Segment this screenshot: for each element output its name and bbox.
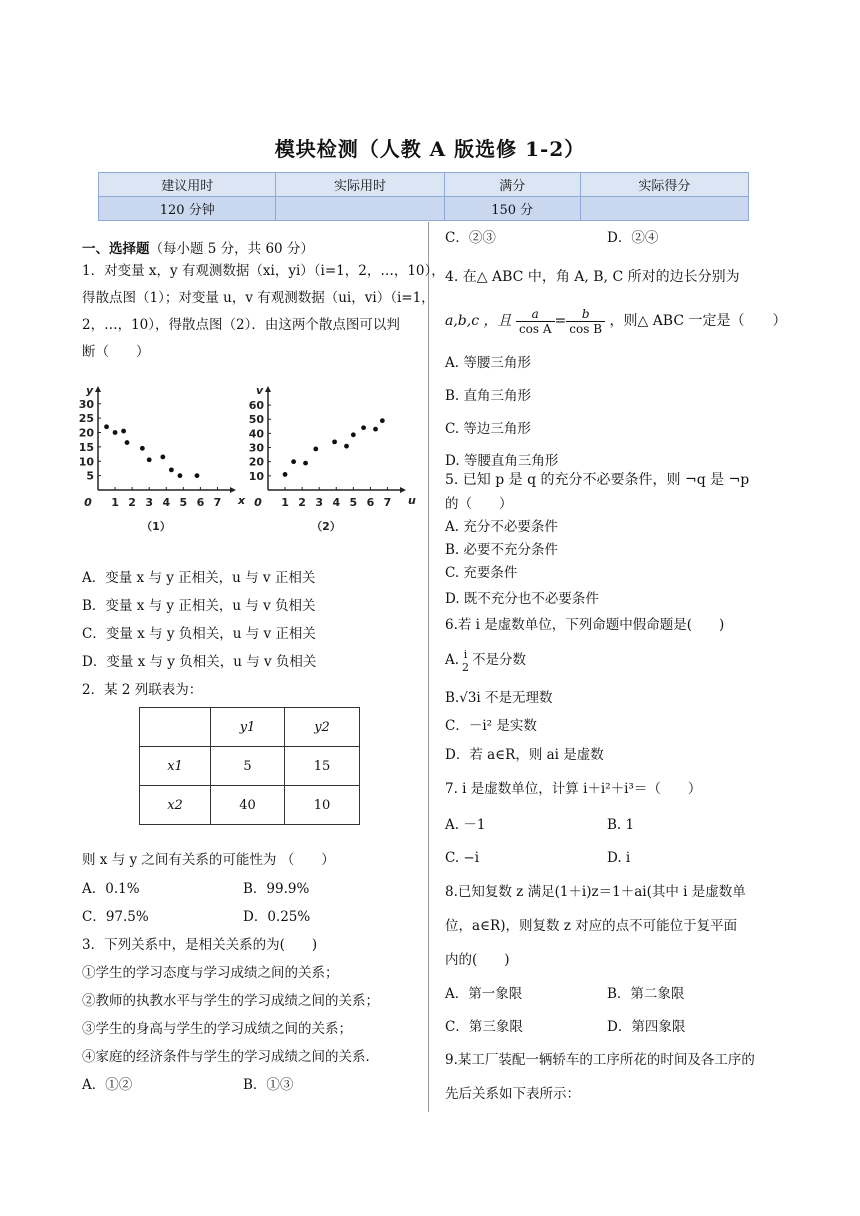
data-point xyxy=(195,473,200,478)
data-point xyxy=(125,440,130,445)
ct-cell: 5 xyxy=(211,747,285,786)
q4-line2 xyxy=(445,301,787,341)
y-tick-label: 5 xyxy=(86,469,94,483)
q7-stem: 7. i 是虚数单位，计算 i＋i²＋i³＝（ ） xyxy=(445,781,702,797)
q6-option-d: D．若 a∈R，则 ai 是虚数 xyxy=(445,747,604,763)
q6-option-c: C．－i² 是实数 xyxy=(445,718,537,734)
q4-option: B. 直角三角形 xyxy=(445,388,532,404)
y-axis-label: v xyxy=(256,384,264,397)
x-tick-label: 3 xyxy=(315,496,324,509)
scatter-plot-1 xyxy=(79,384,246,533)
y-tick-label: 30 xyxy=(248,441,264,455)
q5-option: D. 既不充分也不必要条件 xyxy=(445,591,599,607)
q4-line1: 4. 在△ ABC 中，角 A, B, C 所对的边长分别为 xyxy=(445,269,740,285)
frac-den: cos B xyxy=(569,321,603,336)
info-header: 满分 xyxy=(444,173,580,197)
q7-option-d: D. i xyxy=(607,850,631,866)
q3-item: ②教师的执教水平与学生的学习成绩之间的关系； xyxy=(82,993,379,1009)
x-tick-label: 3 xyxy=(145,496,154,509)
q8-option-c: C．第三象限 xyxy=(445,1019,523,1035)
q6-fraction xyxy=(459,648,472,674)
x-tick-label: 7 xyxy=(383,496,392,509)
y-axis-arrow xyxy=(265,386,271,392)
y-tick-label: 30 xyxy=(78,397,94,411)
ct-cell xyxy=(140,708,211,747)
ct-cell: y1 xyxy=(211,708,285,747)
q2-option-c: C．97.5% xyxy=(82,909,149,925)
scatter-figures xyxy=(70,382,416,542)
x-tick-label: 5 xyxy=(349,496,358,509)
q8-option-d: D．第四象限 xyxy=(607,1019,686,1035)
frac-num: b xyxy=(566,307,605,322)
x-tick-label: 2 xyxy=(128,496,136,509)
q9-line: 先后关系如下表所示： xyxy=(445,1086,580,1102)
q5-option: B. 必要不充分条件 xyxy=(445,542,559,558)
q4-equals: = xyxy=(554,313,567,329)
data-point xyxy=(283,472,288,477)
q3-stem: 3．下列关系中，是相关关系的为( ) xyxy=(82,937,318,953)
section-title: 一、选择题 xyxy=(82,241,150,257)
data-point xyxy=(291,459,296,464)
data-point xyxy=(140,446,145,451)
q4-vars: a,b,c ，且 xyxy=(445,313,512,329)
data-point xyxy=(147,457,152,462)
info-value: 120 分钟 xyxy=(99,197,276,221)
page-title: 模块检测（人教 A 版选修 1-2） xyxy=(274,137,586,161)
q4-option: C. 等边三角形 xyxy=(445,421,531,437)
y-tick-label: 10 xyxy=(248,469,264,483)
q8-option-a: A．第一象限 xyxy=(445,986,523,1002)
section-heading xyxy=(82,240,314,258)
x-tick-label: 6 xyxy=(366,496,375,509)
data-point xyxy=(303,461,308,466)
q3-option-d: D．②④ xyxy=(607,230,659,246)
data-point xyxy=(380,418,385,423)
data-point xyxy=(178,473,183,478)
ct-cell: x1 xyxy=(140,747,211,786)
x-axis-arrow xyxy=(400,487,406,493)
info-header: 实际得分 xyxy=(580,173,748,197)
q1-line: 断（ ） xyxy=(82,344,150,360)
ct-cell: 10 xyxy=(285,786,360,825)
q5-option: A. 充分不必要条件 xyxy=(445,519,558,535)
q4-option: D. 等腰直角三角形 xyxy=(445,453,559,469)
y-tick-label: 15 xyxy=(78,440,94,454)
q5-line1: 5. 已知 p 是 q 的充分不必要条件，则 ¬q 是 ¬p xyxy=(445,472,750,488)
data-point xyxy=(351,432,356,437)
data-point xyxy=(313,447,318,452)
data-point xyxy=(169,467,174,472)
data-point xyxy=(160,455,165,460)
section-note: （每小题 5 分，共 60 分） xyxy=(149,241,314,257)
q1-line: 2，…，10），得散点图（2）．由这两个散点图可以判 xyxy=(82,317,400,333)
x-axis-label: x xyxy=(238,494,246,507)
q2-option-a: A．0.1% xyxy=(82,881,140,897)
q6-stem: 6.若 i 是虚数单位，下列命题中假命题是( ) xyxy=(445,617,725,633)
q3-item: ④家庭的经济条件与学生的学习成绩之间的关系． xyxy=(82,1049,379,1065)
q1-option: C．变量 x 与 y 负相关，u 与 v 正相关 xyxy=(82,626,316,642)
data-point xyxy=(113,430,118,435)
q5-option: C. 充要条件 xyxy=(445,565,518,581)
q3-option-b: B．①③ xyxy=(243,1077,294,1093)
x-axis-arrow xyxy=(230,487,236,493)
data-point xyxy=(332,439,337,444)
frac-den: cos A xyxy=(518,321,552,336)
x-tick-label: 2 xyxy=(298,496,306,509)
q1-option: B．变量 x 与 y 正相关，u 与 v 负相关 xyxy=(82,598,316,614)
q1-option: D．变量 x 与 y 负相关，u 与 v 负相关 xyxy=(82,654,317,670)
plot-caption: （2） xyxy=(311,520,341,533)
x-tick-label: 1 xyxy=(281,496,289,509)
scatter-plot-2 xyxy=(249,384,416,533)
info-value: 150 分 xyxy=(444,197,580,221)
x-tick-label: 6 xyxy=(196,496,205,509)
y-tick-label: 50 xyxy=(248,413,264,427)
y-tick-label: 40 xyxy=(248,427,264,441)
info-header: 实际用时 xyxy=(276,173,444,197)
q6-a-prefix: A. xyxy=(445,652,460,668)
frac-num: a xyxy=(516,307,555,322)
frac-num: i xyxy=(463,647,468,661)
column-divider xyxy=(428,222,429,1112)
x-tick-label: 1 xyxy=(111,496,119,509)
y-tick-label: 60 xyxy=(248,399,264,413)
q8-option-b: B．第二象限 xyxy=(607,986,685,1002)
q3-option-a: A．①② xyxy=(82,1077,133,1093)
data-point xyxy=(361,425,366,430)
info-value xyxy=(276,197,444,221)
data-point xyxy=(344,444,349,449)
y-tick-label: 20 xyxy=(248,455,264,469)
y-tick-label: 10 xyxy=(78,455,94,469)
data-point xyxy=(104,424,109,429)
frac-den: 2 xyxy=(462,660,470,674)
ct-cell: 15 xyxy=(285,747,360,786)
y-axis-label: y xyxy=(86,384,94,397)
ct-cell: y2 xyxy=(285,708,360,747)
info-table xyxy=(98,172,749,221)
ct-cell: 40 xyxy=(211,786,285,825)
q4-fraction-b xyxy=(566,307,605,336)
x-tick-label: 4 xyxy=(162,496,171,509)
q3-item: ③学生的身高与学生的学习成绩之间的关系； xyxy=(82,1021,352,1037)
q4-tail: ，则△ ABC 一定是（ ） xyxy=(609,313,787,329)
x-tick-label: 0 xyxy=(84,496,92,509)
q6-option-a xyxy=(445,645,526,677)
q3-item: ①学生的学习态度与学习成绩之间的关系； xyxy=(82,965,339,981)
q2-question: 则 x 与 y 之间有关系的可能性为 （ ） xyxy=(82,852,335,868)
y-tick-label: 20 xyxy=(78,426,94,440)
q1-line: 1．对变量 x，y 有观测数据（xi，yi）（i=1，2，…，10）， xyxy=(82,263,445,279)
q7-option-c: C. −i xyxy=(445,850,480,866)
q5-line2: 的（ ） xyxy=(445,496,513,512)
q4-fraction-a xyxy=(516,307,555,336)
x-tick-label: 5 xyxy=(179,496,188,509)
q1-line: 得散点图（1）；对变量 u，v 有观测数据（ui，vi）（i=1， xyxy=(82,290,435,306)
q8-line: 内的( ) xyxy=(445,952,510,968)
ct-cell: x2 xyxy=(140,786,211,825)
x-tick-label: 4 xyxy=(332,496,341,509)
q2-option-d: D．0.25% xyxy=(243,909,311,925)
q2-stem: 2．某 2 列联表为： xyxy=(82,682,203,698)
q8-line: 位，a∈R)，则复数 z 对应的点不可能位于复平面 xyxy=(445,918,738,934)
q9-line: 9.某工厂装配一辆轿车的工序所花的时间及各工序的 xyxy=(445,1052,755,1068)
x-tick-label: 7 xyxy=(213,496,222,509)
q6-a-text: 不是分数 xyxy=(472,652,527,668)
q1-option: A．变量 x 与 y 正相关，u 与 v 正相关 xyxy=(82,570,316,586)
info-value xyxy=(580,197,748,221)
x-axis-label: u xyxy=(408,494,416,507)
x-tick-label: 0 xyxy=(254,496,262,509)
data-point xyxy=(373,427,378,432)
q2-option-b: B．99.9% xyxy=(243,881,310,897)
q6-option-b: B.√3i 不是无理数 xyxy=(445,690,553,706)
data-point xyxy=(121,429,126,434)
q3-option-c: C．②③ xyxy=(445,230,496,246)
y-axis-arrow xyxy=(95,386,101,392)
info-header: 建议用时 xyxy=(99,173,276,197)
q4-option: A. 等腰三角形 xyxy=(445,355,531,371)
q7-option-b: B. 1 xyxy=(607,817,635,833)
contingency-table xyxy=(139,707,360,825)
y-tick-label: 25 xyxy=(78,412,94,426)
q7-option-a: A. －1 xyxy=(445,817,486,833)
q8-line: 8.已知复数 z 满足(1＋i)z＝1＋ai(其中 i 是虚数单 xyxy=(445,884,746,900)
plot-caption: （1） xyxy=(141,520,171,533)
